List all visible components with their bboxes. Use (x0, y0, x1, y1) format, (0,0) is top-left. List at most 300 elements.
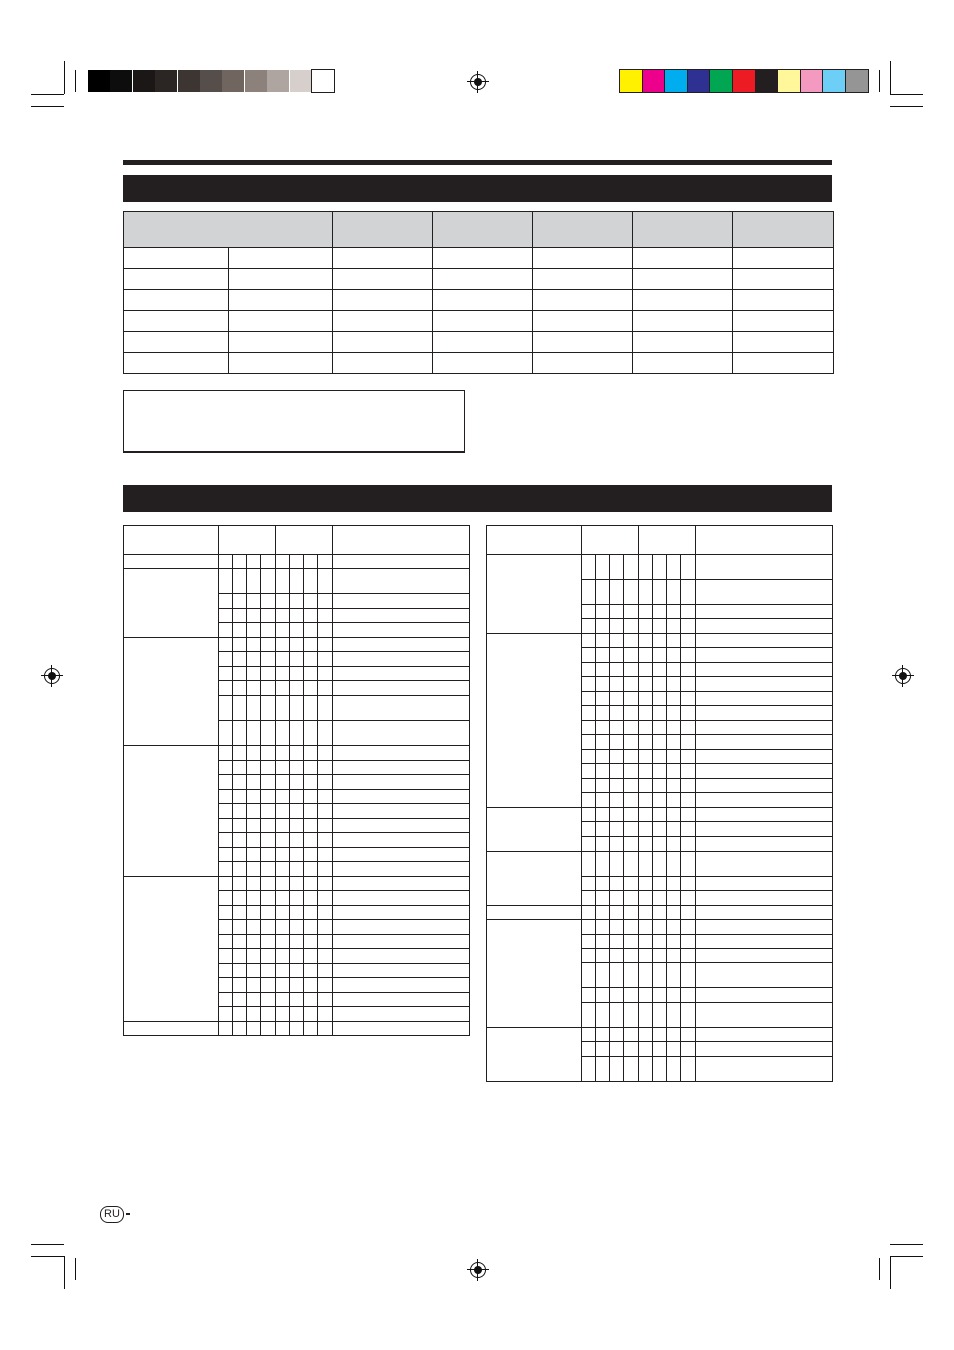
check-cell (610, 920, 624, 935)
check-cell (667, 891, 681, 906)
description-cell (333, 993, 470, 1007)
check-cell (318, 848, 333, 862)
gray-swatch (245, 70, 267, 92)
check-cell (610, 750, 624, 764)
check-cell (639, 750, 653, 764)
check-cell (596, 735, 610, 750)
check-cell (276, 721, 290, 746)
check-cell (610, 822, 624, 837)
table-cell (633, 311, 733, 332)
registration-mark-icon (895, 668, 911, 684)
check-cell (233, 555, 247, 569)
check-cell (261, 877, 276, 891)
check-cell (653, 634, 667, 648)
check-cell (261, 833, 276, 848)
description-cell (333, 696, 470, 721)
check-cell (219, 555, 233, 569)
description-cell (333, 652, 470, 667)
check-cell (276, 746, 290, 761)
table-cell (533, 311, 633, 332)
check-cell (261, 775, 276, 790)
header-cell (696, 526, 833, 555)
check-cell (639, 891, 653, 906)
check-cell (639, 837, 653, 852)
check-cell (219, 569, 233, 594)
check-cell (624, 1028, 639, 1042)
table-cell (229, 269, 333, 290)
description-cell (696, 1042, 833, 1057)
check-cell (304, 638, 318, 652)
check-cell (318, 775, 333, 790)
table-cell (433, 290, 533, 311)
check-cell (653, 891, 667, 906)
check-cell (276, 555, 290, 569)
check-cell (233, 746, 247, 761)
check-cell (667, 852, 681, 877)
check-cell (233, 978, 247, 993)
check-cell (276, 804, 290, 819)
check-cell (318, 681, 333, 696)
crop-mark (890, 1244, 923, 1245)
check-cell (304, 862, 318, 877)
check-cell (610, 1057, 624, 1082)
check-cell (247, 721, 261, 746)
check-cell (596, 555, 610, 580)
table-cell (633, 248, 733, 269)
check-cell (610, 764, 624, 779)
description-cell (333, 819, 470, 833)
check-cell (261, 761, 276, 775)
table-cell (229, 290, 333, 311)
check-cell (681, 634, 696, 648)
check-cell (233, 652, 247, 667)
check-cell (653, 935, 667, 949)
check-cell (667, 877, 681, 891)
check-cell (681, 677, 696, 692)
check-cell (233, 721, 247, 746)
check-cell (290, 906, 304, 920)
crop-mark (890, 1256, 923, 1257)
check-cell (624, 837, 639, 852)
check-cell (219, 638, 233, 652)
table-header-row (124, 526, 470, 555)
check-cell (653, 735, 667, 750)
check-cell (247, 696, 261, 721)
check-cell (304, 761, 318, 775)
check-cell (596, 1057, 610, 1082)
check-cell (276, 978, 290, 993)
check-cell (290, 833, 304, 848)
check-cell (610, 1028, 624, 1042)
check-cell (596, 1042, 610, 1057)
check-cell (681, 1028, 696, 1042)
check-cell (667, 605, 681, 619)
check-cell (624, 949, 639, 963)
check-cell (247, 638, 261, 652)
check-cell (681, 935, 696, 949)
check-cell (639, 822, 653, 837)
description-cell (696, 735, 833, 750)
check-cell (610, 779, 624, 793)
group-cell (124, 746, 219, 877)
description-cell (696, 677, 833, 692)
description-cell (333, 862, 470, 877)
description-cell (333, 721, 470, 746)
check-cell (219, 775, 233, 790)
gray-swatch (267, 70, 289, 92)
description-cell (333, 681, 470, 696)
check-cell (261, 993, 276, 1007)
check-cell (219, 877, 233, 891)
check-cell (639, 852, 653, 877)
header-cell (333, 212, 433, 248)
check-cell (596, 779, 610, 793)
check-cell (624, 580, 639, 605)
check-cell (667, 648, 681, 663)
check-cell (290, 569, 304, 594)
check-cell (582, 721, 596, 735)
check-cell (304, 891, 318, 906)
gray-swatch (290, 70, 312, 92)
check-cell (290, 746, 304, 761)
check-cell (653, 822, 667, 837)
description-cell (696, 1028, 833, 1042)
check-cell (261, 949, 276, 964)
check-cell (596, 837, 610, 852)
check-cell (261, 1022, 276, 1036)
check-cell (667, 935, 681, 949)
check-cell (304, 696, 318, 721)
check-cell (596, 1028, 610, 1042)
check-cell (624, 852, 639, 877)
check-cell (582, 837, 596, 852)
color-swatch (756, 70, 778, 92)
check-cell (219, 1022, 233, 1036)
table-cell (533, 269, 633, 290)
table-cell (333, 269, 433, 290)
check-cell (318, 877, 333, 891)
check-cell (639, 779, 653, 793)
check-cell (639, 935, 653, 949)
check-cell (610, 692, 624, 706)
check-cell (610, 891, 624, 906)
header-cell (124, 212, 333, 248)
description-cell (333, 848, 470, 862)
check-cell (318, 721, 333, 746)
check-cell (610, 648, 624, 663)
check-cell (276, 1022, 290, 1036)
table-row (124, 638, 470, 652)
check-cell (304, 935, 318, 949)
description-cell (696, 1057, 833, 1082)
check-cell (233, 696, 247, 721)
check-cell (624, 706, 639, 721)
check-cell (596, 963, 610, 988)
crop-mark (31, 94, 64, 95)
check-cell (582, 1003, 596, 1028)
registration-mark-icon (470, 1262, 486, 1278)
check-cell (596, 764, 610, 779)
check-cell (681, 920, 696, 935)
check-cell (261, 935, 276, 949)
check-cell (290, 804, 304, 819)
check-cell (582, 1042, 596, 1057)
table-cell (124, 353, 229, 374)
check-cell (261, 746, 276, 761)
check-cell (304, 906, 318, 920)
check-cell (247, 1007, 261, 1022)
check-cell (681, 1042, 696, 1057)
description-cell (696, 877, 833, 891)
table-cell (633, 353, 733, 374)
description-cell (333, 790, 470, 804)
check-cell (261, 696, 276, 721)
description-cell (333, 746, 470, 761)
check-cell (667, 580, 681, 605)
table-cell (633, 290, 733, 311)
check-cell (233, 594, 247, 609)
check-cell (233, 761, 247, 775)
table-row (124, 877, 470, 891)
check-cell (247, 594, 261, 609)
check-cell (318, 696, 333, 721)
check-cell (653, 580, 667, 605)
crop-mark (890, 94, 923, 95)
check-cell (610, 877, 624, 891)
check-cell (290, 681, 304, 696)
check-cell (582, 935, 596, 949)
crop-mark (64, 61, 65, 94)
check-cell (290, 1022, 304, 1036)
check-cell (233, 667, 247, 681)
check-cell (639, 692, 653, 706)
check-cell (304, 949, 318, 964)
gray-swatch (200, 70, 222, 92)
check-cell (261, 555, 276, 569)
check-cell (318, 906, 333, 920)
table-cell (733, 332, 834, 353)
check-cell (233, 681, 247, 696)
check-cell (610, 605, 624, 619)
group-cell (124, 1022, 219, 1036)
header-rule (123, 160, 832, 165)
check-cell (681, 906, 696, 920)
check-cell (318, 790, 333, 804)
check-cell (624, 822, 639, 837)
check-cell (247, 877, 261, 891)
check-cell (219, 1007, 233, 1022)
check-cell (219, 761, 233, 775)
check-cell (233, 1022, 247, 1036)
description-cell (333, 935, 470, 949)
check-cell (667, 1003, 681, 1028)
check-cell (261, 906, 276, 920)
header-cell (219, 526, 276, 555)
check-cell (247, 746, 261, 761)
description-cell (333, 775, 470, 790)
check-cell (667, 920, 681, 935)
header-cell (487, 526, 582, 555)
header-cell (433, 212, 533, 248)
gray-swatch (312, 70, 334, 92)
crop-mark (879, 70, 880, 92)
check-cell (233, 623, 247, 638)
section-title-bar (123, 175, 832, 202)
check-cell (610, 963, 624, 988)
check-cell (610, 706, 624, 721)
check-cell (596, 619, 610, 634)
crop-mark (31, 106, 64, 107)
check-cell (667, 677, 681, 692)
check-cell (582, 906, 596, 920)
check-cell (596, 877, 610, 891)
table-row (487, 920, 833, 935)
crop-mark (890, 1256, 891, 1289)
description-cell (696, 963, 833, 988)
check-cell (610, 949, 624, 963)
table-header-row (124, 212, 834, 248)
check-cell (276, 667, 290, 681)
check-cell (667, 555, 681, 580)
check-cell (219, 721, 233, 746)
check-cell (247, 920, 261, 935)
check-cell (582, 822, 596, 837)
check-cell (276, 833, 290, 848)
check-cell (318, 862, 333, 877)
check-cell (290, 949, 304, 964)
check-cell (653, 750, 667, 764)
check-cell (596, 634, 610, 648)
color-swatch (733, 70, 755, 92)
check-cell (304, 609, 318, 623)
check-cell (596, 663, 610, 677)
check-cell (653, 706, 667, 721)
check-cell (610, 677, 624, 692)
check-cell (261, 569, 276, 594)
check-cell (582, 706, 596, 721)
check-cell (653, 988, 667, 1003)
header-cell (533, 212, 633, 248)
check-cell (681, 779, 696, 793)
check-cell (318, 1022, 333, 1036)
check-cell (653, 677, 667, 692)
check-cell (290, 623, 304, 638)
table-row (124, 1022, 470, 1036)
table-cell (533, 290, 633, 311)
check-cell (304, 978, 318, 993)
table-cell (533, 332, 633, 353)
description-cell (333, 920, 470, 935)
description-cell (696, 906, 833, 920)
check-cell (233, 920, 247, 935)
check-cell (624, 663, 639, 677)
check-cell (653, 906, 667, 920)
table-cell (433, 353, 533, 374)
check-cell (304, 790, 318, 804)
table-row (124, 248, 834, 269)
check-cell (276, 891, 290, 906)
check-cell (276, 609, 290, 623)
check-cell (596, 949, 610, 963)
table-row (124, 569, 470, 594)
check-cell (624, 920, 639, 935)
check-cell (290, 848, 304, 862)
check-cell (582, 648, 596, 663)
check-cell (233, 993, 247, 1007)
group-cell (124, 877, 219, 1022)
description-cell (696, 580, 833, 605)
check-cell (247, 949, 261, 964)
page-number-separator (126, 1213, 130, 1215)
check-cell (304, 1007, 318, 1022)
check-cell (681, 808, 696, 822)
check-cell (624, 764, 639, 779)
check-cell (596, 605, 610, 619)
check-cell (582, 793, 596, 808)
check-cell (318, 949, 333, 964)
description-cell (696, 949, 833, 963)
check-cell (596, 648, 610, 663)
check-cell (582, 750, 596, 764)
check-cell (276, 819, 290, 833)
description-cell (696, 779, 833, 793)
check-cell (290, 696, 304, 721)
check-cell (318, 555, 333, 569)
check-cell (624, 1042, 639, 1057)
check-cell (304, 623, 318, 638)
check-cell (261, 790, 276, 804)
check-cell (219, 804, 233, 819)
check-cell (639, 877, 653, 891)
gray-swatch (178, 70, 200, 92)
check-cell (653, 949, 667, 963)
check-cell (582, 852, 596, 877)
check-cell (233, 804, 247, 819)
group-cell (124, 555, 219, 569)
table-cell (733, 248, 834, 269)
check-cell (304, 681, 318, 696)
group-cell (487, 808, 582, 852)
check-cell (582, 891, 596, 906)
table-cell (124, 290, 229, 311)
check-cell (318, 746, 333, 761)
table-cell (433, 332, 533, 353)
description-cell (696, 793, 833, 808)
check-cell (219, 681, 233, 696)
check-cell (639, 1042, 653, 1057)
description-cell (696, 663, 833, 677)
check-cell (233, 790, 247, 804)
group-cell (487, 1028, 582, 1082)
check-cell (653, 555, 667, 580)
check-cell (290, 555, 304, 569)
check-cell (261, 920, 276, 935)
check-cell (304, 555, 318, 569)
check-cell (681, 605, 696, 619)
check-cell (233, 833, 247, 848)
check-cell (681, 648, 696, 663)
check-cell (639, 663, 653, 677)
table-cell (124, 332, 229, 353)
check-cell (596, 692, 610, 706)
table-cell (733, 290, 834, 311)
check-cell (610, 1003, 624, 1028)
check-cell (247, 993, 261, 1007)
description-cell (333, 1007, 470, 1022)
description-cell (333, 623, 470, 638)
check-cell (667, 706, 681, 721)
table-cell (229, 248, 333, 269)
